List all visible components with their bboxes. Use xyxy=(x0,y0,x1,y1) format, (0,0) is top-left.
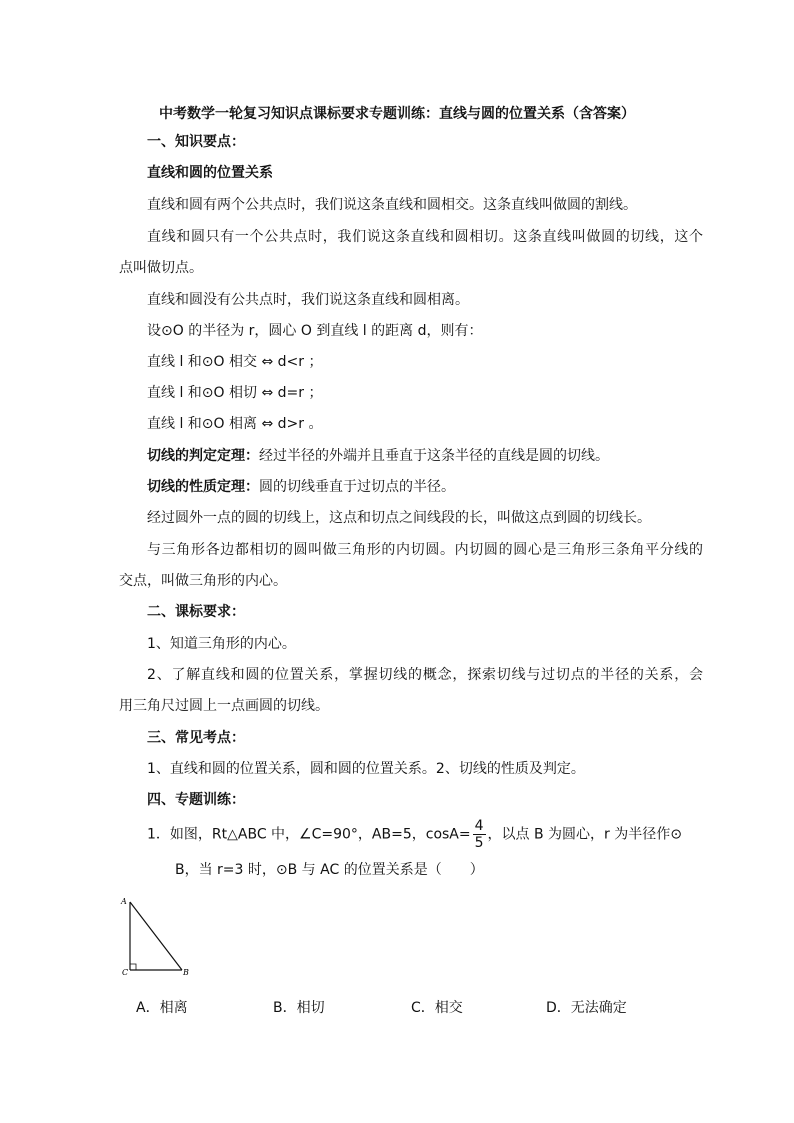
side-ab xyxy=(130,902,182,970)
vertex-label-c: C xyxy=(122,968,129,977)
section-heading-knowledge: 一、知识要点： xyxy=(147,134,245,150)
theorem-tangent-criterion xyxy=(119,441,703,472)
paragraph-incircle-line2: 交点，叫做三角形的内心。 xyxy=(119,573,287,589)
vertex-label-a: A xyxy=(121,897,127,906)
right-angle-mark xyxy=(130,964,136,970)
paragraph-tangent-line2: 点叫做切点。 xyxy=(119,260,203,276)
section-heading-training: 四、专题训练： xyxy=(147,792,245,808)
question-1-text-part1: 1．如图，Rt△ABC 中，∠C=90°，AB=5，cosA= xyxy=(147,826,471,843)
cos-fraction xyxy=(473,818,486,851)
section-heading-exam-points: 三、常见考点： xyxy=(147,730,245,746)
option-d[interactable]: D．无法确定 xyxy=(546,1000,627,1016)
theorem-text: 圆的切线垂直于过切点的半径。 xyxy=(259,479,455,495)
fraction-denominator: 5 xyxy=(474,835,484,851)
paragraph-definition: 设⊙O 的半径为 r，圆心 O 到直线 l 的距离 d，则有： xyxy=(147,323,483,339)
theorem-label: 切线的判定定理： xyxy=(147,448,259,464)
subheading-line-circle: 直线和圆的位置关系 xyxy=(147,165,273,181)
standard-item-1: 1、知道三角形的内心。 xyxy=(147,636,296,652)
question-1-line1 xyxy=(147,818,682,851)
section-heading-standards: 二、课标要求： xyxy=(147,604,245,620)
standard-item-2-line2: 用三角尺过圆上一点画圆的切线。 xyxy=(119,698,329,714)
theorem-tangent-property xyxy=(119,472,703,503)
theorem-text: 经过半径的外端并且垂直于这条半径的直线是圆的切线。 xyxy=(259,448,609,464)
option-c[interactable]: C．相交 xyxy=(411,1000,463,1016)
fraction-numerator: 4 xyxy=(474,818,484,834)
paragraph-tangent-line1: 直线和圆只有一个公共点时，我们说这条直线和圆相切。这条直线叫做圆的切线，这个 xyxy=(147,229,703,245)
relation-intersect: 直线 l 和⊙O 相交 ⇔ d<r ； xyxy=(147,354,323,370)
question-1-text-part2: ，以点 B 为圆心，r 为半径作⊙ xyxy=(487,826,682,843)
exam-points-item: 1、直线和圆的位置关系，圆和圆的位置关系。2、切线的性质及判定。 xyxy=(147,761,585,777)
relation-tangent: 直线 l 和⊙O 相切 ⇔ d=r ； xyxy=(147,385,323,401)
paragraph-separate: 直线和圆没有公共点时，我们说这条直线和圆相离。 xyxy=(147,292,469,308)
paragraph-tangent-length: 经过圆外一点的圆的切线上，这点和切点之间线段的长，叫做这点到圆的切线长。 xyxy=(147,510,651,526)
option-a[interactable]: A．相离 xyxy=(136,1000,188,1016)
document-title: 中考数学一轮复习知识点课标要求专题训练：直线与圆的位置关系（含答案） xyxy=(159,106,635,122)
question-1-line2: B，当 r=3 时，⊙B 与 AC 的位置关系是（ ） xyxy=(175,862,484,878)
right-triangle-figure xyxy=(118,894,198,980)
vertex-label-b: B xyxy=(183,968,189,977)
paragraph-secant: 直线和圆有两个公共点时，我们说这条直线和圆相交。这条直线叫做圆的割线。 xyxy=(147,197,637,213)
option-b[interactable]: B．相切 xyxy=(273,1000,325,1016)
paragraph-incircle-line1: 与三角形各边都相切的圆叫做三角形的内切圆。内切圆的圆心是三角形三条角平分线的 xyxy=(147,542,703,558)
theorem-label: 切线的性质定理： xyxy=(147,479,259,495)
standard-item-2-line1: 2、了解直线和圆的位置关系，掌握切线的概念，探索切线与过切点的半径的关系，会 xyxy=(147,667,703,683)
relation-separate: 直线 l 和⊙O 相离 ⇔ d>r 。 xyxy=(147,416,323,432)
